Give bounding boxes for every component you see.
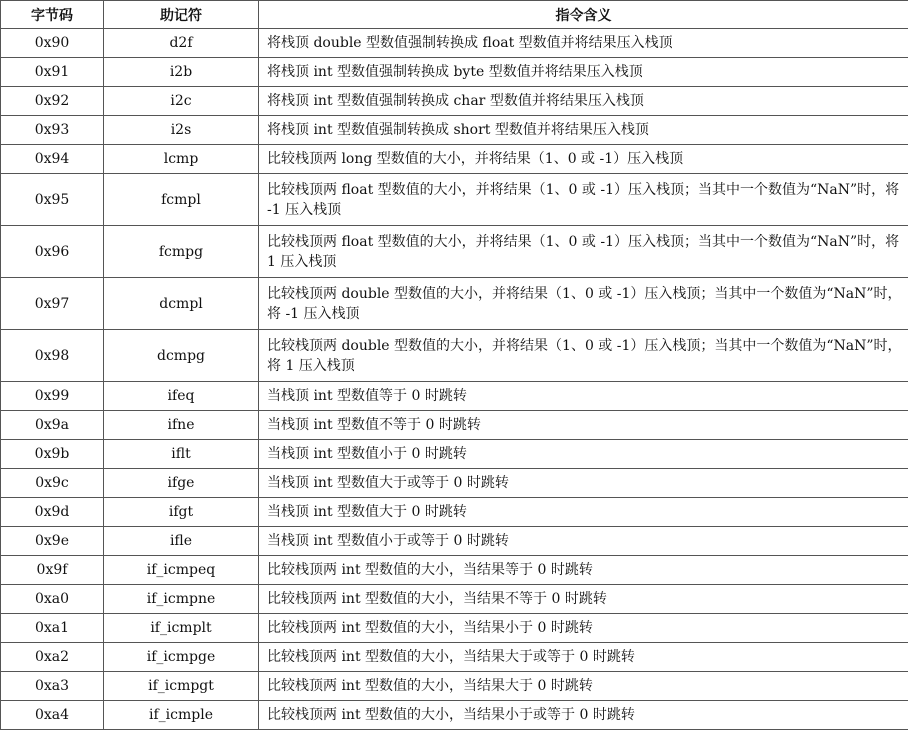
table-row — [1, 226, 908, 278]
bytecode-cell: 0x95 — [1, 174, 104, 226]
meaning-cell: 比较栈顶两 float 型数值的大小，并将结果（1、0 或 -1）压入栈顶；当其中一个数值为“NaN”时，将 1 压入栈顶 — [259, 226, 908, 278]
meaning-cell: 比较栈顶两 int 型数值的大小，当结果不等于 0 时跳转 — [259, 585, 908, 614]
table-row — [1, 614, 908, 643]
meaning-cell: 比较栈顶两 double 型数值的大小，并将结果（1、0 或 -1）压入栈顶；当其中一个数值为“NaN”时，将 1 压入栈顶 — [259, 330, 908, 382]
bytecode-cell: 0x9e — [1, 527, 104, 556]
meaning-cell: 比较栈顶两 int 型数值的大小，当结果大于或等于 0 时跳转 — [259, 643, 908, 672]
bytecode-cell: 0x9a — [1, 411, 104, 440]
mnemonic-cell: if_icmpeq — [104, 556, 259, 585]
mnemonic-cell: if_icmplt — [104, 614, 259, 643]
meaning-cell: 将栈顶 int 型数值强制转换成 byte 型数值并将结果压入栈顶 — [259, 58, 908, 87]
meaning-cell: 将栈顶 int 型数值强制转换成 short 型数值并将结果压入栈顶 — [259, 116, 908, 145]
mnemonic-cell: dcmpl — [104, 278, 259, 330]
meaning-cell: 当栈顶 int 型数值大于或等于 0 时跳转 — [259, 469, 908, 498]
bytecode-cell: 0x9c — [1, 469, 104, 498]
table-row — [1, 330, 908, 382]
table-row — [1, 469, 908, 498]
header-bytecode: 字节码 — [1, 1, 104, 29]
mnemonic-cell: dcmpg — [104, 330, 259, 382]
meaning-cell: 比较栈顶两 int 型数值的大小，当结果等于 0 时跳转 — [259, 556, 908, 585]
meaning-cell: 比较栈顶两 int 型数值的大小，当结果小于 0 时跳转 — [259, 614, 908, 643]
table-row — [1, 145, 908, 174]
mnemonic-cell: if_icmpne — [104, 585, 259, 614]
mnemonic-cell: ifeq — [104, 382, 259, 411]
meaning-cell: 当栈顶 int 型数值小于 0 时跳转 — [259, 440, 908, 469]
table-row — [1, 498, 908, 527]
bytecode-cell: 0x96 — [1, 226, 104, 278]
mnemonic-cell: i2s — [104, 116, 259, 145]
bytecode-cell: 0xa1 — [1, 614, 104, 643]
mnemonic-cell: fcmpl — [104, 174, 259, 226]
table-row — [1, 411, 908, 440]
bytecode-cell: 0xa3 — [1, 672, 104, 701]
table-row — [1, 58, 908, 87]
header-meaning: 指令含义 — [259, 1, 908, 29]
mnemonic-cell: if_icmpge — [104, 643, 259, 672]
bytecode-cell: 0x9b — [1, 440, 104, 469]
table-row — [1, 672, 908, 701]
table-row — [1, 556, 908, 585]
table-row — [1, 29, 908, 58]
bytecode-cell: 0xa2 — [1, 643, 104, 672]
mnemonic-cell: ifgt — [104, 498, 259, 527]
bytecode-cell: 0x91 — [1, 58, 104, 87]
meaning-cell: 比较栈顶两 int 型数值的大小，当结果大于 0 时跳转 — [259, 672, 908, 701]
meaning-cell: 将栈顶 int 型数值强制转换成 char 型数值并将结果压入栈顶 — [259, 87, 908, 116]
bytecode-cell: 0x99 — [1, 382, 104, 411]
meaning-cell: 比较栈顶两 double 型数值的大小，并将结果（1、0 或 -1）压入栈顶；当其中一个数值为“NaN”时，将 -1 压入栈顶 — [259, 278, 908, 330]
mnemonic-cell: iflt — [104, 440, 259, 469]
bytecode-cell: 0x94 — [1, 145, 104, 174]
meaning-cell: 当栈顶 int 型数值等于 0 时跳转 — [259, 382, 908, 411]
header-row — [1, 1, 908, 29]
meaning-cell: 比较栈顶两 float 型数值的大小，并将结果（1、0 或 -1）压入栈顶；当其中一个数值为“NaN”时，将 -1 压入栈顶 — [259, 174, 908, 226]
bytecode-cell: 0x92 — [1, 87, 104, 116]
table-row — [1, 87, 908, 116]
bytecode-cell: 0x98 — [1, 330, 104, 382]
table-row — [1, 585, 908, 614]
table-row — [1, 701, 908, 730]
bytecode-cell: 0x9f — [1, 556, 104, 585]
bytecode-cell: 0x93 — [1, 116, 104, 145]
meaning-cell: 当栈顶 int 型数值大于 0 时跳转 — [259, 498, 908, 527]
bytecode-cell: 0x90 — [1, 29, 104, 58]
mnemonic-cell: if_icmple — [104, 701, 259, 730]
mnemonic-cell: ifne — [104, 411, 259, 440]
mnemonic-cell: ifle — [104, 527, 259, 556]
meaning-cell: 比较栈顶两 int 型数值的大小，当结果小于或等于 0 时跳转 — [259, 701, 908, 730]
table-row — [1, 382, 908, 411]
mnemonic-cell: i2c — [104, 87, 259, 116]
mnemonic-cell: i2b — [104, 58, 259, 87]
bytecode-cell: 0xa0 — [1, 585, 104, 614]
meaning-cell: 比较栈顶两 long 型数值的大小，并将结果（1、0 或 -1）压入栈顶 — [259, 145, 908, 174]
table-row — [1, 527, 908, 556]
bytecode-cell: 0xa4 — [1, 701, 104, 730]
table-row — [1, 116, 908, 145]
table-row — [1, 643, 908, 672]
bytecode-cell: 0x9d — [1, 498, 104, 527]
table-row — [1, 174, 908, 226]
meaning-cell: 当栈顶 int 型数值小于或等于 0 时跳转 — [259, 527, 908, 556]
bytecode-cell: 0x97 — [1, 278, 104, 330]
mnemonic-cell: d2f — [104, 29, 259, 58]
mnemonic-cell: lcmp — [104, 145, 259, 174]
mnemonic-cell: fcmpg — [104, 226, 259, 278]
header-mnemonic: 助记符 — [104, 1, 259, 29]
meaning-cell: 当栈顶 int 型数值不等于 0 时跳转 — [259, 411, 908, 440]
meaning-cell: 将栈顶 double 型数值强制转换成 float 型数值并将结果压入栈顶 — [259, 29, 908, 58]
table-row — [1, 278, 908, 330]
mnemonic-cell: if_icmpgt — [104, 672, 259, 701]
mnemonic-cell: ifge — [104, 469, 259, 498]
table-row — [1, 440, 908, 469]
